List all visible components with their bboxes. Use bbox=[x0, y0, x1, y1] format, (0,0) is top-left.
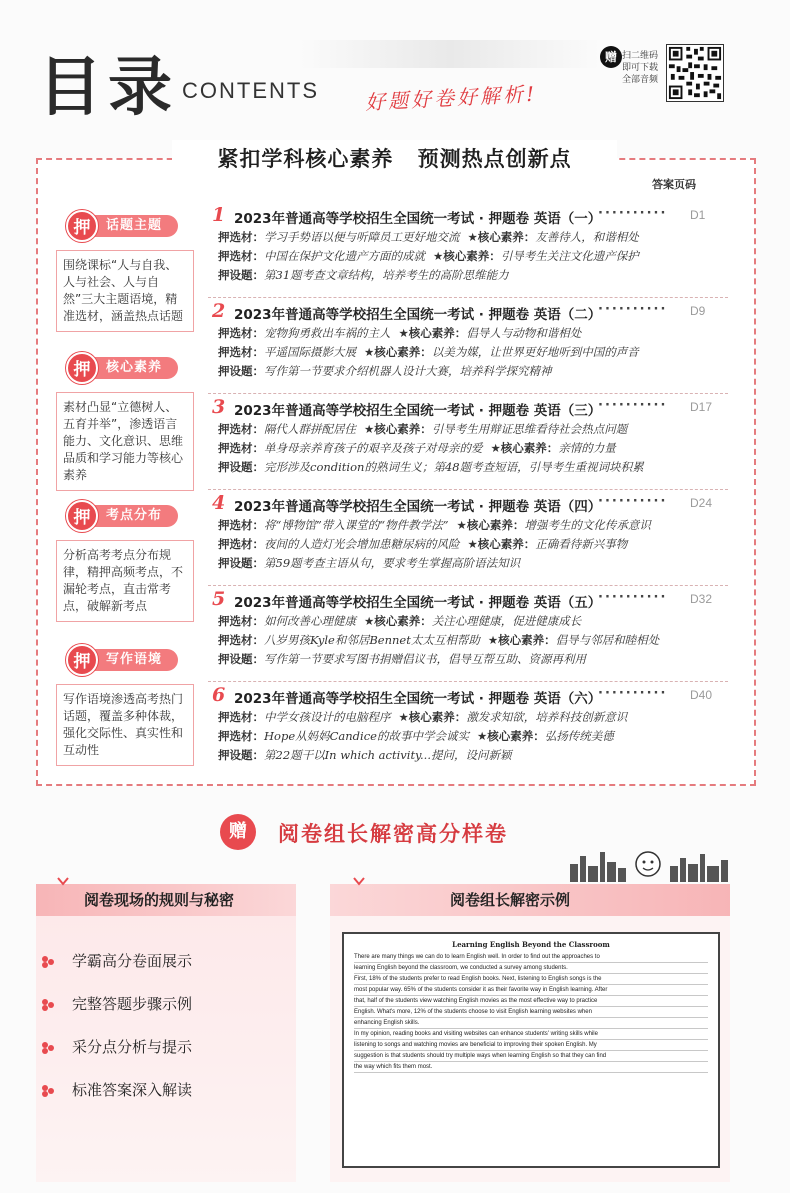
essay-line: enhancing English skills. bbox=[354, 1018, 708, 1029]
heading-right: 预测热点创新点 bbox=[417, 147, 572, 171]
slogan: 好题好卷好解析! bbox=[364, 81, 538, 115]
entry-line bbox=[208, 324, 728, 343]
core-literacy-label: ★核心素养： bbox=[398, 326, 467, 340]
rules-heading-bar bbox=[36, 884, 296, 916]
entry-line-value: 第22题干以In which activity...提问，设问新颖 bbox=[264, 748, 512, 762]
entry-separator bbox=[208, 681, 728, 682]
core-literacy-label: ★核心素养： bbox=[487, 633, 556, 647]
qr-block bbox=[594, 44, 724, 114]
side-tag bbox=[56, 210, 194, 242]
heading-left: 紧扣学科核心素养 bbox=[217, 147, 394, 171]
entry-line bbox=[208, 727, 728, 746]
entry-line-value: 第31题考查文章结构，培养考生的高阶思维能力 bbox=[264, 268, 509, 282]
essay-line: the way which fits them most. bbox=[354, 1062, 708, 1073]
entry-line-value: 如何改善心理健康 bbox=[264, 614, 356, 628]
entry-line-label: 押选材： bbox=[218, 537, 264, 551]
bullet-flower-icon bbox=[40, 954, 56, 970]
entry-separator bbox=[208, 297, 728, 298]
entry-line-label: 押设题： bbox=[218, 268, 264, 282]
chevron-down-icon bbox=[352, 876, 366, 890]
entry-line bbox=[208, 228, 728, 247]
entry-line bbox=[208, 535, 728, 554]
essay-line: that, half of the students view watching English movies as the most effective way to practice bbox=[354, 996, 708, 1007]
bullet-flower-icon bbox=[40, 1083, 56, 1099]
entry-head bbox=[208, 590, 728, 612]
toc-entry[interactable] bbox=[208, 206, 728, 285]
qr-code-icon[interactable] bbox=[666, 44, 724, 102]
side-card-text: 素材凸显“立德树人、五育并举”，渗透语言能力、文化意识、思维品质和学习能力等核心素养 bbox=[56, 392, 194, 491]
side-card-text: 围绕课标“人与自我、人与社会、人与自然”三大主题语境，精准选材，涵盖热点话题 bbox=[56, 250, 194, 332]
entry-line bbox=[208, 362, 728, 381]
entry-line-value: 写作第一节要求介绍机器人设计大赛，培养科学探究精神 bbox=[264, 364, 552, 378]
core-literacy-value: 以美为媒，让世界更好地听到中国的声音 bbox=[431, 345, 639, 359]
ya-badge: 押 bbox=[66, 352, 98, 384]
entry-page-number: D17 bbox=[690, 400, 713, 414]
entry-line-value: 平遥国际摄影大展 bbox=[264, 345, 356, 359]
core-literacy-value: 倡导人与动物和谐相处 bbox=[466, 326, 582, 340]
entry-number: 6 bbox=[212, 684, 226, 706]
entry-line-value: 八岁男孩Kyle和邻居Bennet太太互相帮助 bbox=[264, 633, 480, 647]
entry-line bbox=[208, 247, 728, 266]
entry-page-number: D24 bbox=[690, 496, 713, 510]
toc-entry[interactable] bbox=[208, 302, 728, 381]
toc-entry[interactable] bbox=[208, 686, 728, 765]
entry-line-label: 押选材： bbox=[218, 230, 264, 244]
entry-line-label: 押选材： bbox=[218, 633, 264, 647]
contents-heading bbox=[172, 140, 617, 178]
core-literacy-value: 弘扬传统美德 bbox=[544, 729, 614, 743]
entry-line-label: 押选材： bbox=[218, 518, 264, 532]
bullet-flower-icon bbox=[40, 997, 56, 1013]
entry-line-label: 押选材： bbox=[218, 249, 264, 263]
entry-line-value: 第59题考查主语从句，要求考生掌握高阶语法知识 bbox=[264, 556, 521, 570]
essay-line: In my opinion, reading books and visiting websites can enhance students' writing skills while bbox=[354, 1029, 708, 1040]
entry-head bbox=[208, 398, 728, 420]
sample-essay bbox=[342, 932, 720, 1168]
essay-line: First, 18% of the students prefer to read English books. Next, listening to English songs is the bbox=[354, 974, 708, 985]
ya-badge: 押 bbox=[66, 644, 98, 676]
core-literacy-label: ★核心素养： bbox=[364, 422, 432, 436]
core-literacy-label: ★核心素养： bbox=[476, 729, 545, 743]
core-literacy-label: ★核心素养： bbox=[467, 230, 536, 244]
core-literacy-value: 正确看待新兴事物 bbox=[535, 537, 628, 551]
entry-line bbox=[208, 266, 728, 285]
side-card-text: 写作语境渗透高考热门话题，覆盖多种体裁，强化交际性、真实性和互动性 bbox=[56, 684, 194, 766]
entry-leader-dots: ·········· bbox=[598, 398, 668, 413]
entry-head bbox=[208, 494, 728, 516]
core-literacy-label: ★核心素养： bbox=[490, 441, 559, 455]
entry-page-number: D32 bbox=[690, 592, 713, 606]
entry-leader-dots: ·········· bbox=[598, 686, 668, 701]
entry-line bbox=[208, 708, 728, 727]
entry-line bbox=[208, 612, 728, 631]
entry-line-label: 押选材： bbox=[218, 729, 264, 743]
entry-number: 2 bbox=[212, 300, 226, 322]
toc-entry[interactable] bbox=[208, 494, 728, 573]
core-literacy-label: ★核心素养： bbox=[467, 537, 536, 551]
entry-page-number: D9 bbox=[690, 304, 706, 318]
page-subtitle: CONTENTS bbox=[182, 78, 319, 103]
sample-heading: 阅卷组长解密示例 bbox=[450, 891, 571, 909]
entry-line-label: 押设题： bbox=[218, 652, 264, 666]
entry-line-value: 隔代人群拼配居住 bbox=[264, 422, 356, 436]
entry-line bbox=[208, 746, 728, 765]
entry-title: 2023年普通高等学校招生全国统一考试 · 押题卷 英语（四） bbox=[234, 499, 602, 515]
essay-line: suggestion is that students should try multiple ways when learning English so that they can find bbox=[354, 1051, 708, 1062]
entry-head bbox=[208, 206, 728, 228]
side-tag bbox=[56, 352, 194, 384]
gift-badge: 赠 bbox=[220, 814, 256, 850]
entry-line bbox=[208, 343, 728, 362]
rules-item-text: 学霸高分卷面展示 bbox=[72, 952, 193, 970]
entry-line bbox=[208, 439, 728, 458]
entry-line bbox=[208, 458, 728, 477]
entry-number: 3 bbox=[212, 396, 226, 418]
rules-heading: 阅卷现场的规则与秘密 bbox=[84, 891, 235, 909]
entry-number: 1 bbox=[212, 204, 226, 226]
side-tag-label: 考点分布 bbox=[86, 505, 178, 527]
entry-line-label: 押选材： bbox=[218, 345, 264, 359]
entry-leader-dots: ·········· bbox=[598, 206, 668, 221]
entry-title: 2023年普通高等学校招生全国统一考试 · 押题卷 英语（五） bbox=[234, 595, 602, 611]
essay-line: learning English beyond the classroom, we conducted a survey among students. bbox=[354, 963, 708, 974]
gift-banner bbox=[220, 814, 640, 850]
entry-line-value: 中国在保护文化遗产方面的成就 bbox=[264, 249, 425, 263]
entry-separator bbox=[208, 393, 728, 394]
entry-line-label: 押设题： bbox=[218, 460, 264, 474]
entry-line-value: 学习手势语以便与听障员工更好地交流 bbox=[264, 230, 460, 244]
side-card-text: 分析高考考点分布规律，精押高频考点，不漏轮考点，直击常考点，破解新考点 bbox=[56, 540, 194, 622]
side-card-exam-points bbox=[56, 500, 194, 622]
skyline-illustration-icon bbox=[560, 846, 740, 882]
core-literacy-value: 友善待人，和谐相处 bbox=[535, 230, 639, 244]
header-band bbox=[300, 40, 600, 68]
entry-line-value: 夜间的人造灯光会增加患糖尿病的风险 bbox=[264, 537, 460, 551]
sample-heading-bar bbox=[330, 884, 730, 916]
entry-line bbox=[208, 420, 728, 439]
entry-line-label: 押选材： bbox=[218, 710, 264, 724]
entry-line-label: 押设题： bbox=[218, 364, 264, 378]
chevron-down-icon bbox=[56, 876, 70, 890]
gift-badge-small: 赠 bbox=[600, 46, 622, 68]
entry-line-label: 押选材： bbox=[218, 614, 264, 628]
entry-line-value: 单身母亲养育孩子的艰辛及孩子对母亲的爱 bbox=[264, 441, 483, 455]
entry-line-value: 完形涉及condition的熟词生义；第48题考查短语，引导考生重视词块积累 bbox=[264, 460, 644, 474]
essay-title: Learning English Beyond the Classroom bbox=[452, 940, 610, 949]
core-literacy-label: ★核心素养： bbox=[433, 249, 501, 263]
side-card-literacy bbox=[56, 352, 194, 491]
entry-line bbox=[208, 631, 728, 650]
bullet-flower-icon bbox=[40, 1040, 56, 1056]
entry-separator bbox=[208, 585, 728, 586]
rules-item-text: 完整答题步骤示例 bbox=[72, 995, 193, 1013]
side-card-writing bbox=[56, 644, 194, 766]
entry-line-label: 押选材： bbox=[218, 326, 264, 340]
entry-number: 5 bbox=[212, 588, 226, 610]
entry-line-value: Hope从妈妈Candice的故事中学会诚实 bbox=[264, 729, 469, 743]
entry-leader-dots: ·········· bbox=[598, 302, 668, 317]
core-literacy-value: 引导考生关注文化遗产保护 bbox=[500, 249, 639, 263]
side-tag-label: 核心素养 bbox=[86, 357, 178, 379]
side-tag bbox=[56, 500, 194, 532]
toc-entry[interactable] bbox=[208, 590, 728, 669]
core-literacy-value: 增强考生的文化传承意识 bbox=[524, 518, 651, 532]
entry-title: 2023年普通高等学校招生全国统一考试 · 押题卷 英语（三） bbox=[234, 403, 602, 419]
core-literacy-label: ★核心素养： bbox=[398, 710, 467, 724]
side-tag-label: 话题主题 bbox=[86, 215, 178, 237]
entry-line bbox=[208, 516, 728, 535]
side-tag bbox=[56, 644, 194, 676]
entry-line bbox=[208, 554, 728, 573]
essay-line: most popular way. 65% of the students consider it as their favorite way in English learning. After bbox=[354, 985, 708, 996]
side-tag-label: 写作语境 bbox=[86, 649, 178, 671]
entry-line-value: 中学女孩设计的电脑程序 bbox=[264, 710, 391, 724]
core-literacy-label: ★核心素养： bbox=[364, 614, 432, 628]
entry-line bbox=[208, 650, 728, 669]
toc-entry[interactable] bbox=[208, 398, 728, 477]
ya-badge: 押 bbox=[66, 210, 98, 242]
core-literacy-label: ★核心素养： bbox=[456, 518, 525, 532]
entry-title: 2023年普通高等学校招生全国统一考试 · 押题卷 英语（二） bbox=[234, 307, 602, 323]
gift-title: 阅卷组长解密高分样卷 bbox=[278, 822, 508, 846]
core-literacy-value: 引导考生用辩证思维看待社会热点问题 bbox=[431, 422, 628, 436]
entry-page-number: D40 bbox=[690, 688, 713, 702]
page-title: 目录 bbox=[38, 51, 178, 125]
entry-title: 2023年普通高等学校招生全国统一考试 · 押题卷 英语（一） bbox=[234, 211, 602, 227]
entry-leader-dots: ·········· bbox=[598, 494, 668, 509]
entry-line-label: 押选材： bbox=[218, 441, 264, 455]
side-card-topic bbox=[56, 210, 194, 332]
qr-note: 扫二维码即可下载全部音频 bbox=[622, 51, 659, 85]
core-literacy-value: 亲情的力量 bbox=[558, 441, 616, 455]
entry-leader-dots: ·········· bbox=[598, 590, 668, 605]
answer-page-label: 答案页码 bbox=[652, 178, 696, 191]
core-literacy-label: ★核心素养： bbox=[364, 345, 432, 359]
entry-head bbox=[208, 686, 728, 708]
core-literacy-value: 关注心理健康，促进健康成长 bbox=[431, 614, 582, 628]
entry-number: 4 bbox=[212, 492, 226, 514]
entry-line-value: 将“博物馆”带入课堂的“物件教学法” bbox=[264, 518, 449, 532]
entry-line-label: 押设题： bbox=[218, 556, 264, 570]
entry-line-value: 写作第一节要求写图书捐赠倡议书，倡导互帮互助、资源再利用 bbox=[264, 652, 586, 666]
entry-title: 2023年普通高等学校招生全国统一考试 · 押题卷 英语（六） bbox=[234, 691, 602, 707]
rules-item-text: 标准答案深入解读 bbox=[72, 1081, 193, 1099]
entry-head bbox=[208, 302, 728, 324]
rules-item-text: 采分点分析与提示 bbox=[72, 1038, 193, 1056]
core-literacy-value: 激发求知欲，培养科技创新意识 bbox=[466, 710, 628, 724]
essay-line: listening to songs and watching movies are beneficial to improving their spoken English. My bbox=[354, 1040, 708, 1051]
essay-line: English. What's more, 12% of the students choose to visit English learning websites when bbox=[354, 1007, 708, 1018]
entry-line-label: 押选材： bbox=[218, 422, 264, 436]
entry-line-value: 宠物狗勇救出车祸的主人 bbox=[264, 326, 391, 340]
entry-separator bbox=[208, 489, 728, 490]
entry-line-label: 押设题： bbox=[218, 748, 264, 762]
ya-badge: 押 bbox=[66, 500, 98, 532]
core-literacy-value: 倡导与邻居和睦相处 bbox=[555, 633, 660, 647]
entry-page-number: D1 bbox=[690, 208, 706, 222]
essay-line: There are many things we can do to learn English well. In order to find out the approaches to bbox=[354, 952, 708, 963]
